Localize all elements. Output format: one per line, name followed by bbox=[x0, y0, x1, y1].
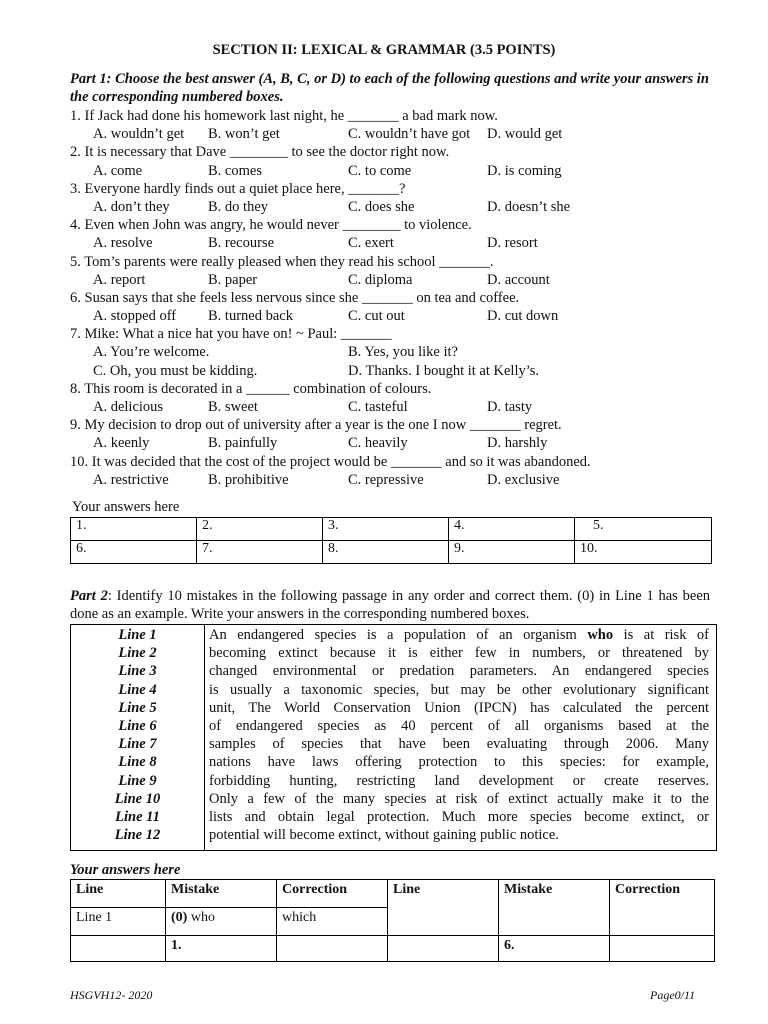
answer-option[interactable]: A. resolve bbox=[93, 235, 153, 252]
passage-box bbox=[70, 624, 717, 851]
question-list bbox=[70, 107, 710, 489]
answer-box[interactable]: 5. bbox=[575, 518, 712, 541]
answer-options bbox=[70, 125, 710, 143]
passage-line: Only a few of the many species at risk of extinct actually make it to the bbox=[209, 790, 709, 807]
answer-options bbox=[70, 234, 710, 252]
line-label: Line 7 bbox=[118, 736, 157, 753]
answer-box[interactable]: 9. bbox=[449, 541, 575, 564]
answer-line-cell[interactable] bbox=[388, 936, 499, 962]
passage-line bbox=[209, 626, 709, 644]
answer-mistake-cell[interactable]: 1. bbox=[166, 936, 277, 962]
answer-correction-cell[interactable] bbox=[277, 936, 388, 962]
answer-option[interactable]: D. account bbox=[487, 271, 550, 288]
col-header-correction: Correction bbox=[277, 880, 388, 908]
answer-option[interactable]: C. heavily bbox=[348, 435, 408, 452]
line-label: Line 8 bbox=[118, 754, 157, 771]
answer-option[interactable]: B. paper bbox=[208, 271, 258, 288]
answer-options bbox=[70, 307, 710, 325]
line-label: Line 9 bbox=[118, 772, 157, 789]
answer-box[interactable]: 7. bbox=[197, 541, 323, 564]
answer-options bbox=[70, 162, 710, 180]
line-label: Line 12 bbox=[114, 827, 161, 844]
passage-line: unit, The World Conservation Union (IPCN) has calculated the percent bbox=[209, 699, 709, 716]
line-label: Line 3 bbox=[118, 663, 157, 680]
answer-option[interactable]: A. wouldn’t get bbox=[93, 126, 185, 143]
answer-option[interactable]: B. recourse bbox=[208, 235, 275, 252]
answer-box[interactable]: 4. bbox=[449, 518, 575, 541]
question-text: 4. Even when John was angry, he would never ________ to violence. bbox=[70, 217, 472, 234]
col-header-correction: Correction bbox=[610, 880, 715, 936]
part1-answer-table bbox=[70, 517, 712, 564]
answer-option[interactable]: D. is coming bbox=[487, 162, 562, 179]
answer-option[interactable]: C. tasteful bbox=[348, 399, 408, 415]
part2-label: Part 2 bbox=[70, 588, 108, 604]
answer-mistake-cell[interactable]: 6. bbox=[499, 936, 610, 962]
question-text: 10. It was decided that the cost of the project would be _______ and so it was abandoned. bbox=[70, 453, 591, 470]
answer-option[interactable]: A. restrictive bbox=[93, 471, 169, 488]
answer-options bbox=[70, 362, 710, 380]
example-mistake-text: who bbox=[187, 910, 215, 925]
answer-option[interactable]: A. come bbox=[93, 162, 143, 179]
answer-option[interactable]: B. do they bbox=[208, 198, 269, 215]
answer-option[interactable]: D. exclusive bbox=[487, 471, 560, 488]
passage-line1-post: is at risk of bbox=[613, 627, 710, 643]
answer-option[interactable]: A. You’re welcome. bbox=[93, 344, 210, 361]
question-text: 7. Mike: What a nice hat you have on! ~ Paul: _______ bbox=[70, 326, 392, 343]
passage-line: lists and obtain legal protection. Much more species become extinct, or bbox=[209, 808, 709, 825]
answer-option[interactable]: D. Thanks. I bought it at Kelly’s. bbox=[348, 362, 540, 379]
part2-answers-label: Your answers here bbox=[70, 862, 181, 878]
answer-option[interactable]: B. Yes, you like it? bbox=[348, 344, 458, 361]
passage-line: becoming extinct because it is either few in numbers, or threatened by bbox=[209, 645, 709, 662]
section-title: SECTION II: LEXICAL & GRAMMAR (3.5 POINTS) bbox=[212, 42, 556, 58]
col-header-mistake: Mistake bbox=[499, 880, 610, 936]
answer-option[interactable]: A. don’t they bbox=[93, 198, 170, 215]
line-labels bbox=[71, 625, 205, 851]
answer-option[interactable]: C. diploma bbox=[348, 271, 413, 288]
example-line: Line 1 bbox=[71, 908, 166, 936]
passage-line: samples of species that have been evaluating through 2006. Many bbox=[209, 736, 709, 753]
answer-option[interactable]: B. painfully bbox=[208, 435, 278, 452]
part1-instruction: Part 1: Choose the best answer (A, B, C, or D) to each of the following questions and write your answers in the corresponding numbered boxes. bbox=[70, 71, 709, 105]
answer-option[interactable]: C. repressive bbox=[348, 471, 424, 488]
question-text: 1. If Jack had done his homework last night, he _______ a bad mark now. bbox=[70, 108, 498, 124]
question-text: 3. Everyone hardly finds out a quiet place here, _______? bbox=[70, 180, 406, 197]
answer-options bbox=[70, 198, 710, 216]
answer-option[interactable]: B. sweet bbox=[208, 399, 258, 415]
line-label: Line 2 bbox=[118, 645, 157, 662]
answer-option[interactable]: C. Oh, you must be kidding. bbox=[93, 362, 258, 379]
answer-option[interactable]: C. cut out bbox=[348, 308, 405, 325]
answer-box[interactable]: 1. bbox=[71, 518, 197, 541]
answer-option[interactable]: B. comes bbox=[208, 162, 262, 179]
answer-option[interactable]: D. harshly bbox=[487, 435, 548, 452]
answer-options bbox=[70, 471, 710, 489]
answer-box[interactable]: 10. bbox=[575, 541, 712, 564]
question-text: 2. It is necessary that Dave ________ to see the doctor right now. bbox=[70, 144, 450, 161]
answer-option[interactable]: A. stopped off bbox=[93, 308, 177, 325]
line-label: Line 1 bbox=[118, 627, 157, 643]
answer-option[interactable]: C. to come bbox=[348, 162, 412, 179]
answer-options bbox=[70, 434, 710, 452]
part2-instruction-text: : Identify 10 mistakes in the following passage in any order and correct them. (0) in Line 1 has been done as an example. Write your answers in the corresponding numbered boxes. bbox=[70, 588, 710, 622]
example-correction: which bbox=[277, 908, 388, 936]
line-label: Line 5 bbox=[118, 699, 157, 716]
col-header-line: Line bbox=[388, 880, 499, 936]
part2-instruction bbox=[70, 587, 710, 623]
footer-page: Page0/11 bbox=[650, 988, 696, 1002]
question-text: 8. This room is decorated in a ______ combination of colours. bbox=[70, 380, 432, 397]
line-label: Line 6 bbox=[118, 717, 157, 734]
passage-line: changed environmental or predation parameters. An endangered species bbox=[209, 663, 709, 680]
passage-line: is usually a taxonomic species, but may be other evolutionary significant bbox=[209, 681, 709, 698]
answer-options bbox=[70, 271, 710, 289]
example-number: (0) bbox=[171, 910, 188, 925]
passage-line: of endangered species as 40 percent of all organisms based at the bbox=[209, 717, 709, 734]
answer-option[interactable]: C. wouldn’t have got bbox=[348, 126, 471, 143]
question-text: 5. Tom’s parents were really pleased when they read his school _______. bbox=[70, 253, 494, 270]
answer-correction-cell[interactable] bbox=[610, 936, 715, 962]
answer-option[interactable]: A. report bbox=[93, 271, 146, 288]
answer-option[interactable]: D. would get bbox=[487, 126, 563, 143]
answer-options bbox=[70, 343, 710, 361]
answer-option[interactable]: B. prohibitive bbox=[208, 471, 289, 488]
answer-option[interactable]: D. resort bbox=[487, 235, 538, 252]
passage-line1-pre: An endangered species is a population of an organism bbox=[209, 627, 588, 643]
passage-line: potential will become extinct, without gaining public notice. bbox=[209, 827, 559, 844]
answer-row bbox=[71, 518, 712, 541]
line-label: Line 11 bbox=[115, 808, 160, 825]
example-mistake-word: who bbox=[587, 627, 614, 643]
passage-line: forbidding hunting, restricting land development or create reserves. bbox=[209, 772, 709, 789]
passage-text bbox=[209, 626, 709, 844]
answer-option[interactable]: A. keenly bbox=[93, 435, 150, 452]
col-header-line: Line bbox=[71, 880, 166, 908]
answer-option[interactable]: D. tasty bbox=[487, 399, 533, 415]
answers-label: Your answers here bbox=[72, 499, 180, 515]
answer-row bbox=[71, 936, 715, 962]
answer-option[interactable]: A. delicious bbox=[93, 399, 164, 415]
header-row bbox=[71, 880, 715, 908]
answer-option[interactable]: C. does she bbox=[348, 198, 415, 215]
question-text: 9. My decision to drop out of university after a year is the one I now _______ regret. bbox=[70, 417, 562, 434]
answer-option[interactable]: B. turned back bbox=[208, 308, 293, 325]
question-text: 6. Susan says that she feels less nervous since she _______ on tea and coffee. bbox=[70, 289, 520, 306]
answer-option[interactable]: B. won’t get bbox=[208, 126, 280, 143]
passage-line: nations have laws offering protection to this species: for example, bbox=[209, 754, 709, 771]
col-header-mistake: Mistake bbox=[166, 880, 277, 908]
answer-line-cell[interactable] bbox=[71, 936, 166, 962]
answer-box[interactable]: 8. bbox=[323, 541, 449, 564]
answer-box[interactable]: 2. bbox=[197, 518, 323, 541]
answer-option[interactable]: D. doesn’t she bbox=[487, 198, 571, 215]
answer-box[interactable]: 3. bbox=[323, 518, 449, 541]
example-mistake bbox=[166, 908, 277, 936]
answer-row bbox=[71, 541, 712, 564]
answer-box[interactable]: 6. bbox=[71, 541, 197, 564]
answer-options bbox=[70, 398, 710, 416]
footer-code: HSGVH12- 2020 bbox=[70, 988, 153, 1002]
line-label: Line 10 bbox=[114, 790, 161, 807]
answer-option[interactable]: C. exert bbox=[348, 235, 394, 252]
answer-option[interactable]: D. cut down bbox=[487, 308, 559, 325]
part2-answer-table bbox=[70, 879, 715, 962]
line-label: Line 4 bbox=[118, 681, 157, 698]
